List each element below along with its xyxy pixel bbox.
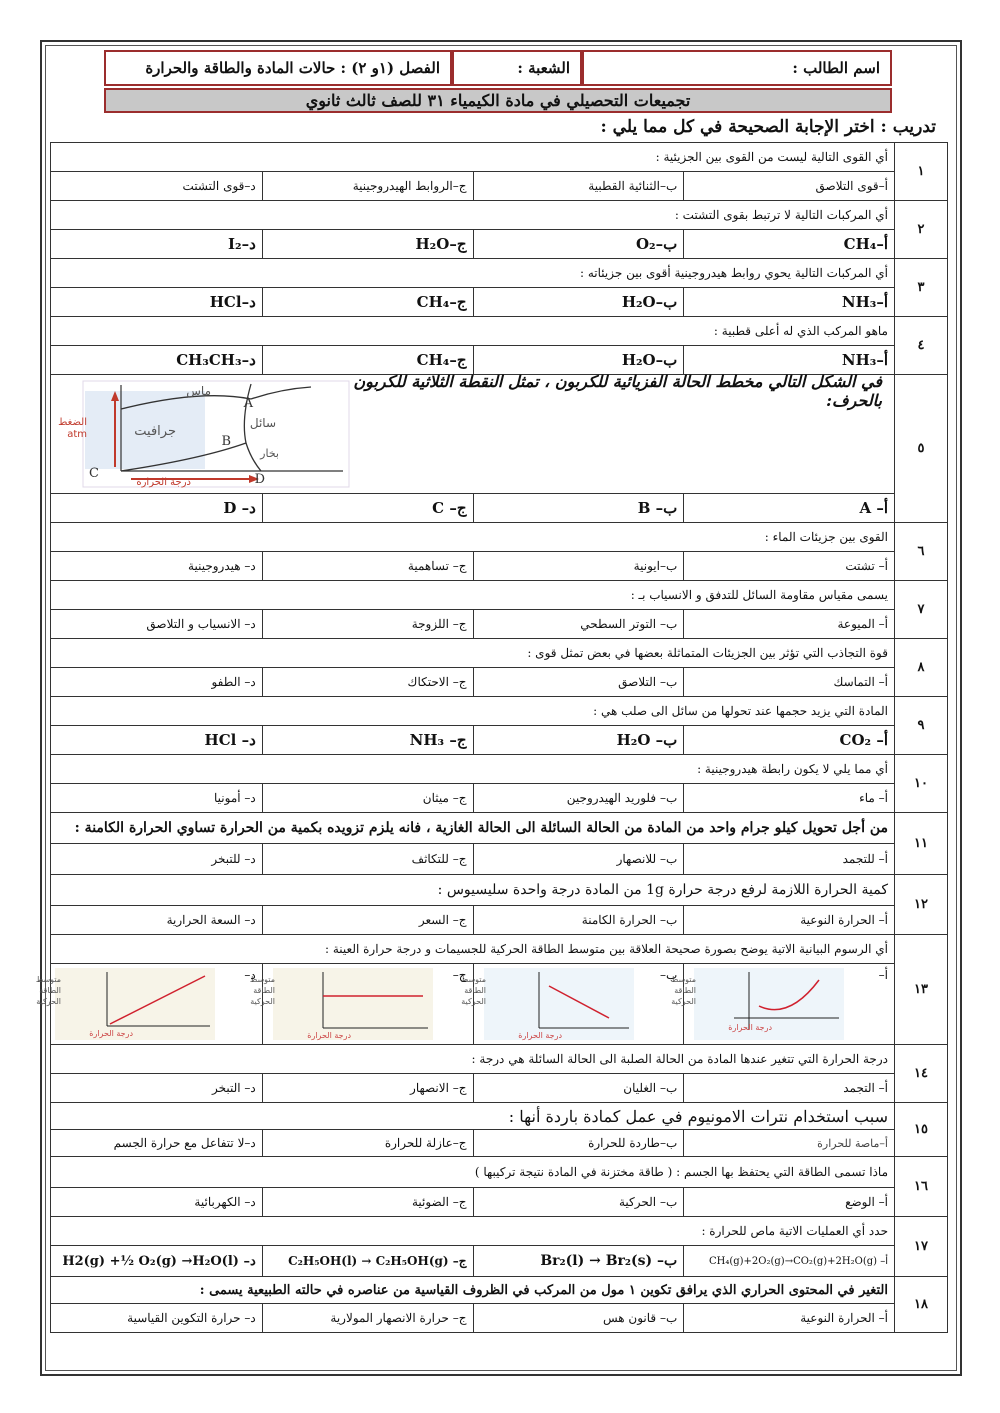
option-a[interactable]: أ– A: [683, 494, 894, 522]
question-stem: حدد أي العمليات الاتية ماص للحرارة :: [51, 1217, 894, 1246]
option-a[interactable]: أ– التجمد: [683, 1074, 894, 1102]
option-d[interactable]: د– H2(g) +½ O₂(g) →H₂O(l): [62, 1253, 256, 1269]
option-a[interactable]: أ–CH₄: [683, 230, 894, 258]
question-row: [51, 201, 947, 259]
question-stem: قوة التجاذب التي تؤثر بين الجزيئات المتماثلة بعضها في بعض تمثل قوى :: [51, 639, 894, 668]
option-a-label: أ–: [878, 968, 888, 982]
option-b[interactable]: ب–H₂O: [473, 288, 684, 316]
question-row: [51, 639, 947, 697]
graph-c: [249, 968, 433, 1040]
section-field[interactable]: الشعبة :: [452, 50, 582, 86]
option-d[interactable]: د–قوى التشتت: [182, 179, 256, 193]
option-b[interactable]: ب–الثنائية القطبية: [473, 172, 684, 200]
option-b[interactable]: ب–O₂: [473, 230, 684, 258]
svg-text:متوسط: متوسط: [460, 975, 486, 984]
option-c[interactable]: ج– C₂H₅OH(l) → C₂H₅OH(g): [262, 1246, 473, 1276]
carbon-phase-diagram: [58, 379, 351, 489]
option-a[interactable]: أ– CO₂: [683, 726, 894, 754]
question-stem: ماذا تسمى الطاقة التي يحتفظ بها الجسم : ( طاقة مختزنة في المادة نتيجة تركيبها ): [51, 1157, 894, 1188]
svg-text:درجة الحرارة: درجة الحرارة: [728, 1023, 773, 1032]
option-c[interactable]: ج– اللزوجة: [262, 610, 473, 638]
svg-text:متوسط: متوسط: [671, 975, 697, 984]
option-d[interactable]: د– الكهربائية: [194, 1195, 256, 1209]
option-b[interactable]: ب– للانصهار: [473, 844, 684, 874]
question-row: [35, 935, 947, 1045]
option-d-label: د–: [244, 968, 256, 982]
option-a[interactable]: أ– الحرارة النوعية: [683, 906, 894, 934]
option-c[interactable]: ج– تساهمية: [262, 552, 473, 580]
question-number: ١٨: [894, 1277, 947, 1332]
question-stem: يسمى مقياس مقاومة السائل للتدفق و الانسياب بـ :: [51, 581, 894, 610]
option-a[interactable]: أ– الميوعة: [683, 610, 894, 638]
option-c[interactable]: ج–CH₄: [262, 346, 473, 374]
chapter-title: الفصل (١و ٢) : حالات المادة والطاقة والحرارة: [104, 50, 452, 86]
option-d[interactable]: د– HCl: [204, 731, 256, 749]
question-row: [51, 875, 947, 935]
option-c[interactable]: ج– NH₃: [262, 726, 473, 754]
question-number: ٣: [894, 259, 947, 316]
option-a[interactable]: [671, 964, 894, 1044]
graph-a: [671, 968, 844, 1040]
option-b[interactable]: ب– الحركية: [473, 1188, 684, 1216]
question-stem-area: [51, 372, 894, 494]
question-number: ١٠: [894, 755, 947, 812]
point-c-label: C: [89, 466, 99, 481]
option-a[interactable]: أ– التماسك: [683, 668, 894, 696]
question-number: ٤: [894, 317, 947, 374]
option-d[interactable]: د–لا تتفاعل مع حرارة الجسم: [113, 1136, 256, 1150]
option-b[interactable]: ب– فلوريد الهيدروجين: [473, 784, 684, 812]
question-stem: سبب استخدام نترات الامونيوم في عمل كمادة باردة أنها :: [51, 1103, 894, 1130]
question-number: ١٤: [894, 1045, 947, 1102]
question-number: ١١: [894, 813, 947, 874]
option-b[interactable]: ب– التلاصق: [473, 668, 684, 696]
question-row: [51, 1277, 947, 1333]
svg-text:الحركية: الحركية: [250, 997, 275, 1006]
svg-text:متوسط: متوسط: [249, 975, 275, 984]
option-a[interactable]: أ–قوى التلاصق: [683, 172, 894, 200]
question-stem: ماهو المركب الذي له أعلى قطبية :: [51, 317, 894, 346]
option-b[interactable]: ب– الغليان: [473, 1074, 684, 1102]
diamond-label: ماس: [186, 384, 211, 398]
svg-text:درجة الحرارة: درجة الحرارة: [517, 1031, 562, 1040]
question-number: ١٢: [894, 875, 947, 934]
temperature-label: درجة الحرارة: [136, 477, 191, 488]
option-a[interactable]: أ–NH₃: [683, 346, 894, 374]
option-a[interactable]: أ– الحرارة النوعية: [683, 1304, 894, 1332]
graph-b: [460, 968, 634, 1040]
option-a[interactable]: أ– الوضع: [683, 1188, 894, 1216]
option-a[interactable]: أ–NH₃: [683, 288, 894, 316]
liquid-label: سائل: [249, 416, 276, 430]
option-b[interactable]: [460, 964, 684, 1044]
option-d[interactable]: د– حرارة التكوين القياسية: [127, 1311, 256, 1325]
option-c[interactable]: ج– السعر: [262, 906, 473, 934]
option-c[interactable]: ج–H₂O: [262, 230, 473, 258]
option-c[interactable]: ج– ميثان: [262, 784, 473, 812]
option-c[interactable]: ج–CH₄: [262, 288, 473, 316]
point-d-label: D: [254, 472, 265, 487]
question-number: ١: [894, 143, 947, 200]
option-b[interactable]: ب– H₂O: [473, 726, 684, 754]
question-number: ٨: [894, 639, 947, 696]
option-d[interactable]: د– التبخر: [211, 1081, 256, 1095]
option-a[interactable]: أ– تشتت: [683, 552, 894, 580]
question-stem: المادة التي يزيد حجمها عند تحولها من سائل الى صلب هي :: [51, 697, 894, 726]
option-c[interactable]: [249, 964, 473, 1044]
question-number: ١٣: [894, 935, 947, 1044]
option-c-label: ج–: [452, 968, 467, 982]
question-row: [51, 1157, 947, 1217]
option-b[interactable]: ب– الحرارة الكامنة: [473, 906, 684, 934]
option-b[interactable]: ب– B: [473, 494, 684, 522]
question-number: ١٦: [894, 1157, 947, 1216]
question-row: [51, 1217, 947, 1277]
question-row: [51, 372, 947, 523]
option-d[interactable]: د–I₂: [227, 235, 256, 253]
question-number: ١٥: [894, 1103, 947, 1156]
svg-text:الطاقة: الطاقة: [674, 986, 697, 995]
option-c[interactable]: ج–عازلة للحرارة: [262, 1130, 473, 1156]
svg-text:الطاقة: الطاقة: [463, 986, 486, 995]
option-b[interactable]: ب–H₂O: [473, 346, 684, 374]
question-stem: درجة الحرارة التي تتغير عندها المادة من الحالة الصلبة الى الحالة السائلة هي درجة :: [51, 1045, 894, 1074]
option-a[interactable]: أ– للتجمد: [683, 844, 894, 874]
questions-table: [35, 142, 948, 1333]
question-stem: التغير في المحتوى الحراري الذي يرافق تكوين ١ مول من المركب في الظروف القياسية من عناصره في حالته الطبيعية يسمى :: [51, 1277, 894, 1304]
question-stem: أي المركبات التالية يحوي روابط هيدروجينية أقوى بين جزيئاته :: [51, 259, 894, 288]
question-row: [51, 1045, 947, 1103]
instruction-heading: تدريب : اختر الإجابة الصحيحة في كل مما يلي :: [600, 117, 936, 137]
question-number: ٩: [894, 697, 947, 754]
svg-text:متوسط: متوسط: [35, 975, 61, 984]
option-d[interactable]: د– الانسياب و التلاصق: [146, 617, 256, 631]
point-b-label: B: [221, 434, 231, 449]
graphite-label: جرافيت: [134, 424, 176, 439]
option-d[interactable]: د–HCl: [209, 293, 256, 311]
svg-text:الطاقة: الطاقة: [39, 986, 61, 995]
question-row: [51, 697, 947, 755]
svg-text:الطاقة: الطاقة: [252, 986, 275, 995]
option-b[interactable]: ب– Br₂(l) → Br₂(s): [473, 1246, 684, 1276]
header-row: [104, 50, 892, 86]
option-c[interactable]: ج– الضوئية: [262, 1188, 473, 1216]
question-number: ٧: [894, 581, 947, 638]
svg-text:الحركية: الحركية: [36, 997, 61, 1006]
question-stem: كمية الحرارة اللازمة لرفع درجة حرارة 1g من المادة درجة واحدة سليسيوس :: [51, 875, 894, 906]
graph-d: [35, 968, 215, 1040]
question-stem: في الشكل التالي مخطط الحالة الفزيائية للكربون ، تمثل النقطة الثلاثية للكربون بالحرف:: [353, 372, 882, 410]
option-b[interactable]: ب– التوتر السطحي: [473, 610, 684, 638]
question-number: ٥: [894, 375, 947, 522]
point-a-label: A: [243, 396, 253, 411]
question-row: [51, 581, 947, 639]
option-d[interactable]: د– الطفو: [211, 675, 256, 689]
option-c[interactable]: ج– للتكاثف: [262, 844, 473, 874]
question-row: [51, 755, 947, 813]
option-c[interactable]: ج– C: [262, 494, 473, 522]
pressure-label: الضغط: [58, 417, 87, 428]
question-number: ١٧: [894, 1217, 947, 1276]
question-row: [51, 1103, 947, 1157]
question-number: ٦: [894, 523, 947, 580]
option-d[interactable]: د– أمونيا: [214, 791, 256, 805]
svg-text:الحركية: الحركية: [460, 997, 486, 1006]
question-row: [51, 259, 947, 317]
option-a[interactable]: أ– CH₄(g)+2O₂(g)→CO₂(g)+2H₂O(g): [683, 1246, 894, 1276]
option-b[interactable]: ب– قانون هس: [473, 1304, 684, 1332]
option-c[interactable]: ج–الروابط الهيدروجينية: [262, 172, 473, 200]
question-row: [51, 523, 947, 581]
question-row: [51, 813, 947, 875]
svg-text:درجة الحرارة: درجة الحرارة: [89, 1029, 133, 1038]
option-b[interactable]: ب–طاردة للحرارة: [473, 1130, 684, 1156]
option-d[interactable]: د–CH₃CH₃: [176, 351, 256, 369]
question-stem: من أجل تحويل كيلو جرام واحد من المادة من الحالة السائلة الى الحالة الغازية ، فانه يلزم تزويده بكمية من الحرارة تساوي الحرارة الكامنة :: [51, 813, 894, 844]
option-d[interactable]: د– السعة الحرارية: [166, 913, 256, 927]
svg-text:درجة الحرارة: درجة الحرارة: [307, 1031, 351, 1040]
option-d[interactable]: د– D: [223, 499, 256, 517]
question-stem: أي القوى التالية ليست من القوى بين الجزيئية :: [51, 143, 894, 172]
unit-label: atm: [67, 429, 87, 440]
option-d[interactable]: [35, 964, 262, 1044]
question-stem: أي مما يلي لا يكون رابطة هيدروجينية :: [51, 755, 894, 784]
option-c[interactable]: ج– الاحتكاك: [262, 668, 473, 696]
option-b[interactable]: ب–ايونية: [473, 552, 684, 580]
option-d[interactable]: د– هيدروجينية: [188, 559, 256, 573]
question-stem: القوى بين جزيئات الماء :: [51, 523, 894, 552]
option-a[interactable]: أ–ماصة للحرارة: [683, 1130, 894, 1156]
question-number: ٢: [894, 201, 947, 258]
student-name-field[interactable]: اسم الطالب :: [582, 50, 892, 86]
question-stem: أي المركبات التالية لا ترتبط بقوى التشتت :: [51, 201, 894, 230]
worksheet-banner: تجميعات التحصيلي في مادة الكيمياء ٣١ للصف ثالث ثانوي: [104, 88, 892, 113]
option-c[interactable]: ج– الانصهار: [262, 1074, 473, 1102]
option-b-label: ب–: [659, 968, 678, 982]
svg-text:الحركية: الحركية: [671, 997, 697, 1006]
question-stem: أي الرسوم البيانية الاتية يوضح بصورة صحيحة العلاقة بين متوسط الطاقة الحركية للجسيمات و درجة حرارة العينة :: [51, 935, 894, 964]
question-row: [51, 143, 947, 201]
vapor-label: بخار: [260, 447, 279, 460]
option-c[interactable]: ج– حرارة الانصهار المولارية: [262, 1304, 473, 1332]
option-a[interactable]: أ– ماء: [683, 784, 894, 812]
option-d[interactable]: د– للتبخر: [211, 852, 256, 866]
question-row: [51, 317, 947, 375]
